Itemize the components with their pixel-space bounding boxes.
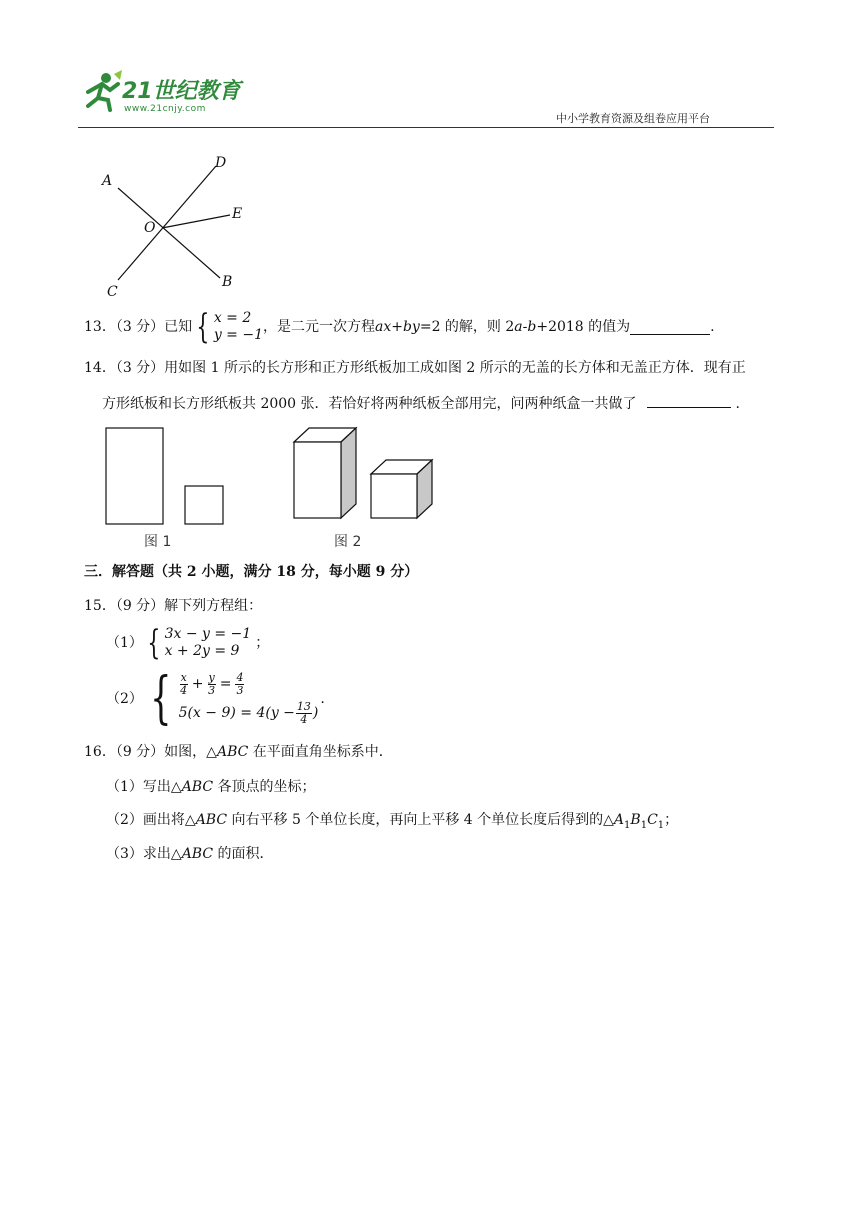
label-D: D [215,155,227,171]
cuboid-side [341,428,356,518]
q13-prefix: 13．（3 分）已知 [84,319,193,335]
figure-2-caption: 图 2 [334,534,362,550]
brace-icon: { [196,307,210,347]
q13-system [192,307,263,347]
section-3-heading: 三．解答题（共 2 小题，满分 18 分，每小题 9 分） [84,564,419,580]
logo-title: 21世纪教育 [122,79,241,104]
q14-answer-blank[interactable] [647,393,731,408]
intersecting-lines-figure [90,152,270,302]
label-C: C [107,284,118,300]
q13-middle: ，是二元一次方程 [263,319,375,335]
q13-row2: y = −1 [213,327,263,343]
cardboard-figures [100,424,460,534]
runner-logo-icon [78,70,124,112]
cuboid-front [294,442,341,518]
q13-eq2: =2 的解，则 2 [419,319,515,335]
question-14-line2 [102,393,740,414]
q16-sub-1: （1）写出△ABC 各顶点的坐标； [106,779,316,795]
q16-sub-2: （2）画出将△ABC 向右平移 5 个单位长度，再向上平移 4 个单位长度后得到的$\triangle A_1B_1C_1$； [106,812,679,831]
q15-p1-row1: 3x − y = −1 [164,626,252,642]
frac-y: y [208,670,215,684]
q15-p2-end: . [320,691,325,707]
platform-name: 中小学教育资源及组卷应用平台 [556,112,710,125]
header-rule [78,127,774,128]
line-AB [118,188,220,278]
square-board [185,486,223,524]
header-logo [78,68,278,118]
question-14-line1: 14．（3 分）用如图 1 所示的长方形和正方形纸板加工成如图 2 所示的无盖的长方体和无盖正方体．现有正 [84,360,746,376]
q13-a: a [514,319,523,335]
frac-13-4: 13 [296,699,311,713]
q15-p1-label: （1） [106,635,143,651]
q15-p1-end: ； [255,635,270,651]
brace-icon: { [150,666,172,731]
q15-p2-row2: 5(x − 9) = 4(y − [178,705,295,721]
question-13 [84,307,715,347]
q15-p1-row2: x + 2y = 9 [164,643,240,659]
label-E: E [232,206,243,222]
q14-end: . [735,396,740,412]
q13-row1: x = 2 [213,310,252,326]
q14-line2-text: 方形纸板和长方形纸板共 2000 张．若恰好将两种纸板全部用完，问两种纸盒一共做了 [102,396,637,412]
label-A: A [102,173,113,189]
figure-1-caption: 图 1 [144,534,172,550]
q13-minus: - [522,319,528,335]
q15-part-1 [106,623,270,663]
q15-p2-label: （2） [106,691,143,707]
frac-x: x [180,670,187,684]
q13-eq: ax+by [375,319,420,335]
brace-icon: { [147,623,161,663]
q16-sub-3: （3）求出△ABC 的面积． [106,846,274,862]
logo-url: www.21cnjy.com [124,104,206,114]
question-16-title: 16．（9 分）如图，△ABC 在平面直角坐标系中． [84,744,393,760]
q13-suffix: +2018 的值为 [536,319,631,335]
label-O: O [144,220,156,236]
line-CD [118,166,216,280]
question-15-title: 15．（9 分）解下列方程组： [84,598,263,614]
rectangle-board [106,428,163,524]
label-B: B [222,274,233,290]
cube-front [371,474,417,518]
q13-b: b [527,319,537,335]
q13-end: . [710,319,715,335]
frac-4-3: 4 [236,670,244,684]
q15-part-2: （2） { $\frac{x}{4}$ + $\frac{y}{3}$ = $\frac{4}{3}$ 5(x − 9) = 4(y − $\frac{13}{4}$ ) . [106,666,325,731]
q13-answer-blank[interactable] [630,320,710,335]
